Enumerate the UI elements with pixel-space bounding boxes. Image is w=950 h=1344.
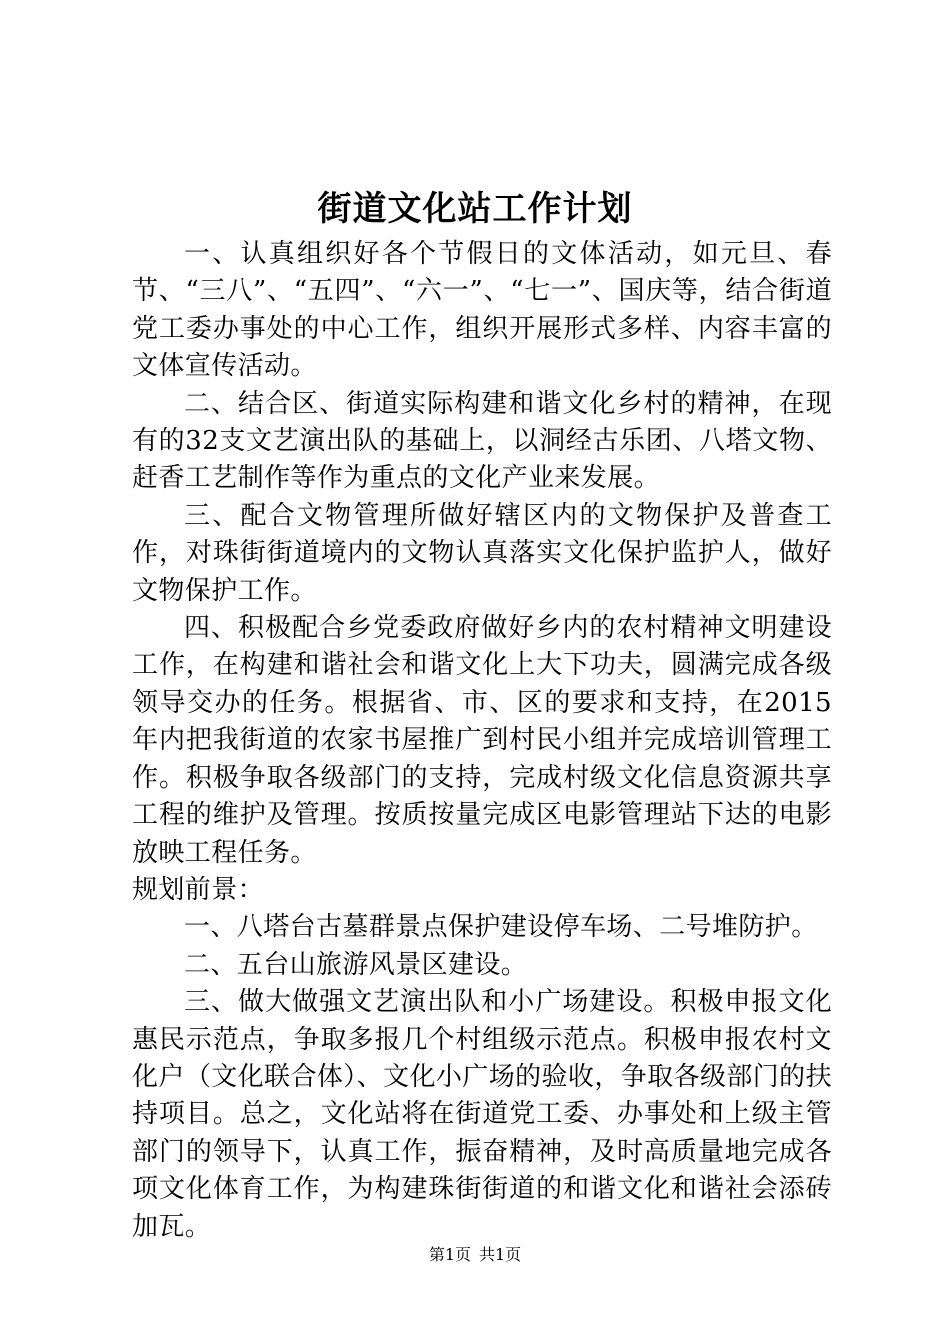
plan-item-1: 一、八塔台古墓群景点保护建设停车场、二号堆防护。 — [184, 912, 818, 943]
plan-item-2: 二、五台山旅游风景区建设。 — [184, 949, 528, 980]
paragraph-4: 四、积极配合乡党委政府做好乡内的农村精神文明建设工作，在构建和谐社会和谐文化上大下功夫，圆满完成各级领导交办的任务。根据省、市、区的要求和支持，在2015年内把我街道的农家书屋推广到村民小组并完成培训管理工作。积极争取各级部门的支持，完成村级文化信息资源共享工程的维护及管理。按质按量完成区电影管理站下达的电影放映工程任务。 — [132, 613, 832, 868]
document-body — [132, 236, 832, 1246]
page-total: 共1页 — [479, 1245, 522, 1264]
paragraph-2: 二、结合区、街道实际构建和谐文化乡村的精神，在现有的32支文艺演出队的基础上，以洞经古乐团、八塔文物、赶香工艺制作等作为重点的文化产业来发展。 — [132, 388, 832, 494]
section-heading: 规划前景： — [132, 874, 265, 905]
paragraph-1: 一、认真组织好各个节假日的文体活动，如元旦、春节、“三八”、“五四”、“六一”、“七一”、国庆等，结合街道党工委办事处的中心工作，组织开展形式多样、内容丰富的文体宣传活动。 — [132, 239, 832, 382]
page-number: 第1页 — [428, 1245, 471, 1264]
plan-item-3: 三、做大做强文艺演出队和小广场建设。积极申报文化惠民示范点，争取多报几个村组级示范点。积极申报农村文化户（文化联合体）、文化小广场的验收，争取各级部门的扶持项目。总之，文化站将在街道党工委、办事处和上级主管部门的领导下，认真工作，振奋精神，及时高质量地完成各项文化体育工作，为构建珠街街道的和谐文化和谐社会添砖加瓦。 — [132, 987, 832, 1242]
paragraph-3: 三、配合文物管理所做好辖区内的文物保护及普查工作，对珠街街道境内的文物认真落实文化保护监护人，做好文物保护工作。 — [132, 500, 832, 606]
page-title: 街道文化站工作计划 — [317, 189, 633, 229]
page-footer — [0, 1243, 950, 1267]
